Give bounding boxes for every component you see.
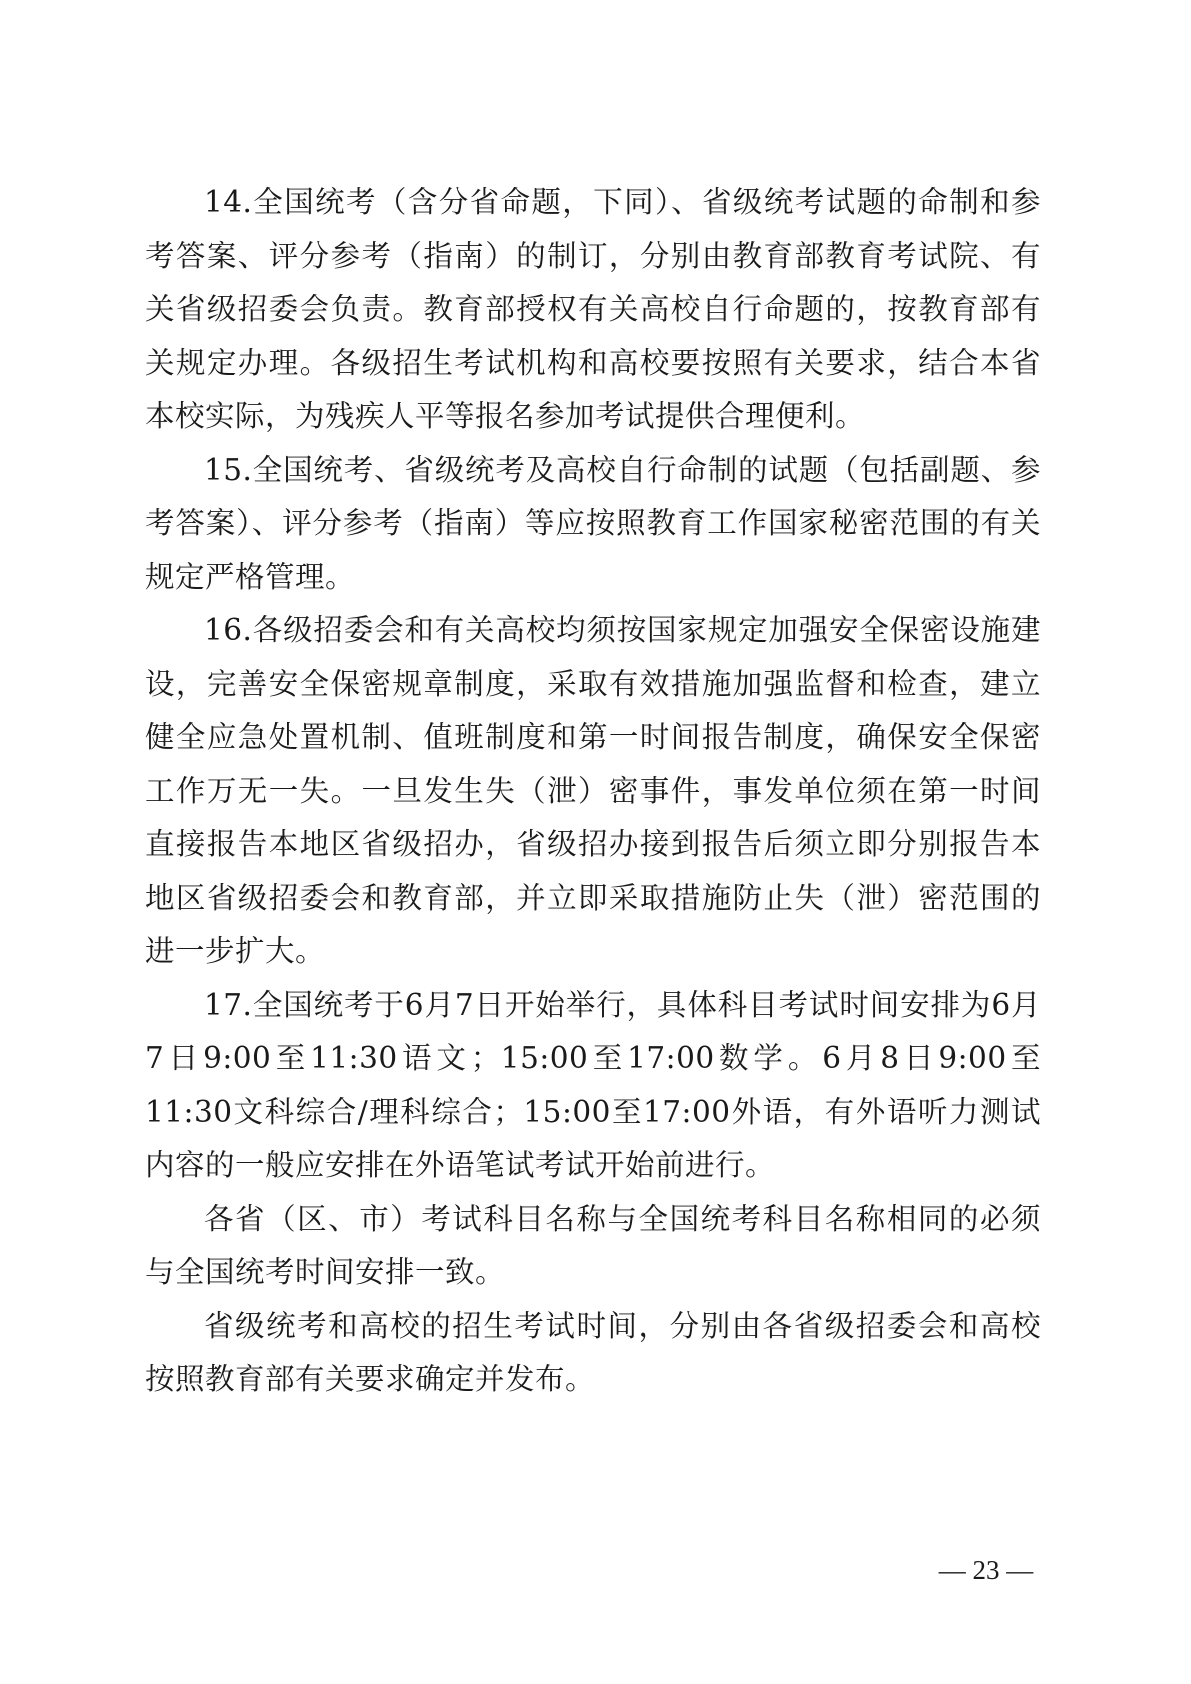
- paragraph-14: 14.全国统考（含分省命题，下同）、省级统考试题的命制和参考答案、评分参考（指南）的制订，分别由教育部教育考试院、有关省级招委会负责。教育部授权有关高校自行命题的，按教育部有关规定办理。各级招生考试机构和高校要按照有关要求，结合本省本校实际，为残疾人平等报名参加考试提供合理便利。: [145, 185, 1041, 433]
- paragraph-15: 15.全国统考、省级统考及高校自行命制的试题（包括副题、参考答案）、评分参考（指南）等应按照教育工作国家秘密范围的有关规定严格管理。: [145, 452, 1041, 594]
- document-body: [145, 176, 1041, 1407]
- paragraph-16: 16.各级招委会和有关高校均须按国家规定加强安全保密设施建设，完善安全保密规章制度，采取有效措施加强监督和检查，建立健全应急处置机制、值班制度和第一时间报告制度，确保安全保密工作万无一失。一旦发生失（泄）密事件，事发单位须在第一时间直接报告本地区省级招办，省级招办接到报告后须立即分别报告本地区省级招委会和教育部，并立即采取措施防止失（泄）密范围的进一步扩大。: [145, 613, 1041, 968]
- paragraph-17: 17.全国统考于6月7日开始举行，具体科目考试时间安排为6月7日9:00至11:30语文；15:00至17:00数学。6月8日9:00至11:30文科综合/理科综合；15:00至17:00外语，有外语听力测试内容的一般应安排在外语笔试考试开始前进行。: [145, 987, 1041, 1182]
- paragraph-province-schedule: 各省（区、市）考试科目名称与全国统考科目名称相同的必须与全国统考时间安排一致。: [145, 1201, 1041, 1289]
- page-number: — 23 —: [938, 1555, 1034, 1585]
- paragraph-university-schedule: 省级统考和高校的招生考试时间，分别由各省级招委会和高校按照教育部有关要求确定并发布。: [145, 1308, 1041, 1396]
